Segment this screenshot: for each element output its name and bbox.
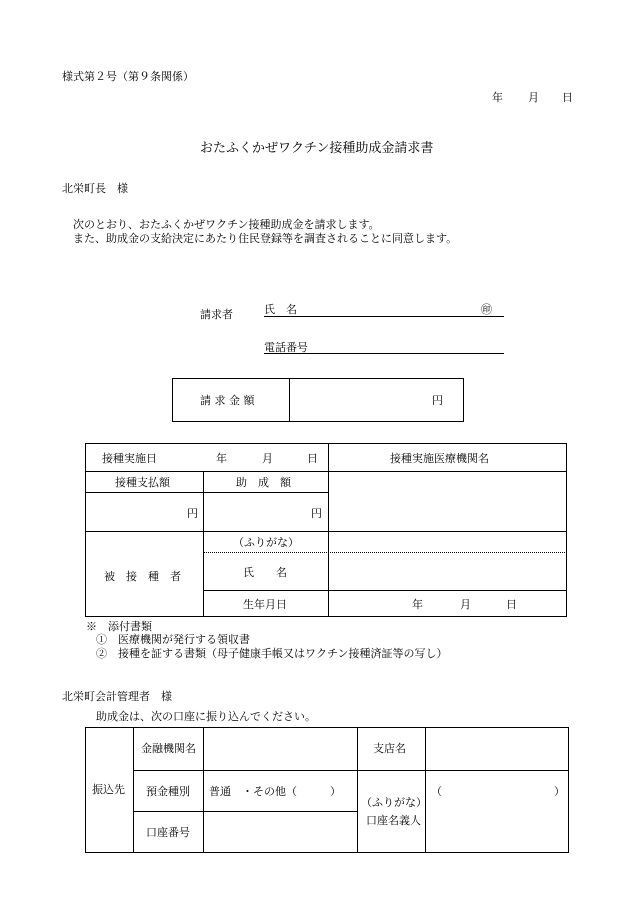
claim-amount-label: 請 求 金 額 <box>200 394 255 407</box>
payment-label: 接種支払額 <box>115 476 170 489</box>
t1-row-line-4 <box>203 590 567 591</box>
t1-row-line-3 <box>85 531 567 532</box>
claim-amount-divider <box>289 378 290 422</box>
recipient-label: 被 接 種 者 <box>104 570 181 583</box>
institution-label: 接種実施医療機関名 <box>390 452 489 465</box>
attachments-heading: ※ 添付書類 <box>86 620 152 633</box>
recipient-dob-label: 生年月日 <box>243 598 287 611</box>
date-month: 月 <box>528 91 539 104</box>
dob-year: 年 <box>412 598 423 611</box>
vaccination-date-label: 接種実施日 <box>102 452 157 465</box>
holder-paren-open: （ <box>431 785 442 798</box>
treasurer-addressee: 北栄町会計管理者 様 <box>62 690 172 703</box>
transfer-note: 助成金は、次の口座に振り込んでください。 <box>96 710 316 723</box>
claimant-phone-underline[interactable] <box>264 353 504 354</box>
page-title: おたふくかぜワクチン接種助成金請求書 <box>200 141 434 156</box>
holder-furigana-label: （ふりがな） <box>361 796 427 809</box>
vaccination-month: 月 <box>262 452 273 465</box>
dob-month: 月 <box>460 598 471 611</box>
t1-row-line-1 <box>85 471 567 472</box>
account-number-label: 口座番号 <box>146 826 190 839</box>
holder-paren-close: ） <box>554 785 565 798</box>
t1-col-line-left <box>203 471 204 617</box>
bank-col-1 <box>133 727 134 853</box>
seal-mark: ㊞ <box>481 303 492 316</box>
bank-col-4 <box>425 727 426 853</box>
account-type-label: 預金種別 <box>146 785 190 798</box>
bank-col-3 <box>357 727 358 853</box>
date-day: 日 <box>562 91 573 104</box>
subsidy-yen[interactable]: 円 <box>311 507 322 520</box>
body-line-2: また、助成金の支給決定にあたり住民登録等を調査されることに同意します。 <box>73 232 458 245</box>
claimant-name-label: 氏 名 <box>264 303 297 316</box>
date-year: 年 <box>492 91 503 104</box>
holder-label: 口座名義人 <box>366 814 421 827</box>
claimant-name-underline[interactable] <box>264 316 504 317</box>
recipient-name-label: 氏 名 <box>243 566 287 579</box>
body-line-1: 次のとおり、おたふくかぜワクチン接種助成金を請求します。 <box>73 218 380 231</box>
t1-furigana-dash <box>203 552 567 553</box>
t1-row-line-2 <box>85 492 328 493</box>
branch-label: 支店名 <box>373 742 406 755</box>
transfer-label: 振込先 <box>92 783 125 796</box>
payment-yen[interactable]: 円 <box>187 507 198 520</box>
bank-col-2 <box>203 727 204 853</box>
recipient-furigana-label: （ふりがな） <box>233 536 299 549</box>
subsidy-label: 助 成 額 <box>236 476 291 489</box>
form-number: 様式第２号（第９条関係） <box>62 70 194 83</box>
claim-amount-unit[interactable]: 円 <box>432 394 443 407</box>
t1-col-line-main <box>328 443 329 617</box>
claimant-phone-label: 電話番号 <box>264 341 308 354</box>
attachment-item-2: ② 接種を証する書類（母子健康手帳又はワクチン接種済証等の写し） <box>96 647 448 660</box>
account-type-value[interactable]: 普通 ・その他（ ） <box>209 785 341 798</box>
vaccination-day: 日 <box>307 452 318 465</box>
dob-day: 日 <box>506 598 517 611</box>
claimant-label: 請求者 <box>200 308 233 321</box>
vaccination-year: 年 <box>216 452 227 465</box>
bank-row-1 <box>133 770 569 771</box>
bank-name-label: 金融機関名 <box>141 742 196 755</box>
bank-row-2 <box>133 811 357 812</box>
attachment-item-1: ① 医療機関が発行する領収書 <box>96 633 250 646</box>
addressee: 北栄町長 様 <box>62 182 128 195</box>
